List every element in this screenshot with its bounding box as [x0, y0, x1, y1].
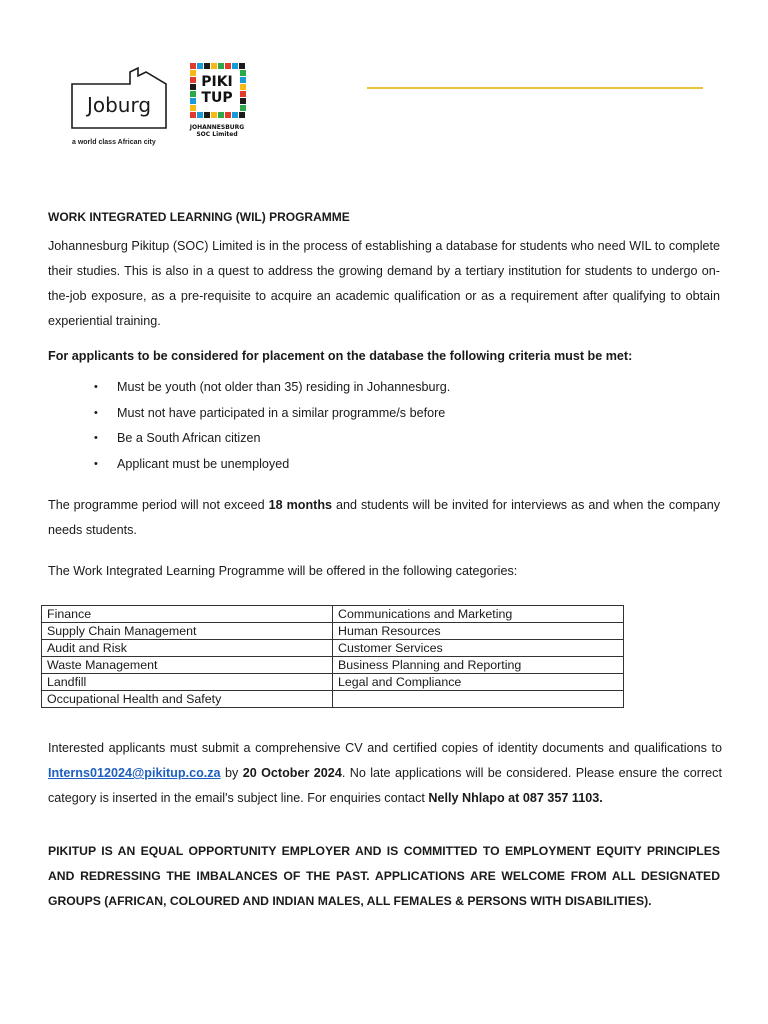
pikitup-tile	[240, 84, 246, 90]
criteria-item: • Must not have participated in a similar programme/s before	[48, 401, 720, 427]
table-cell: Finance	[42, 606, 333, 623]
pikitup-tile	[197, 63, 203, 69]
programme-period	[48, 493, 720, 543]
criteria-heading: For applicants to be considered for placement on the database the following criteria must be met:	[48, 349, 633, 363]
application-instructions	[48, 736, 722, 811]
table-row	[42, 657, 624, 674]
application-part1: Interested applicants must submit a comprehensive CV and certified copies of identity documents and qualifications to	[48, 741, 722, 755]
table-cell: Business Planning and Reporting	[333, 657, 624, 674]
table-cell: Supply Chain Management	[42, 623, 333, 640]
application-deadline: 20 October 2024	[242, 766, 342, 780]
period-prefix: The programme period will not exceed	[48, 498, 269, 512]
criteria-item: • Applicant must be unemployed	[48, 452, 720, 478]
joburg-logo	[62, 56, 174, 152]
pikitup-logo	[186, 62, 250, 140]
table-cell: Communications and Marketing	[333, 606, 624, 623]
pikitup-tile	[240, 91, 246, 97]
table-cell: Audit and Risk	[42, 640, 333, 657]
pikitup-tile	[240, 70, 246, 76]
pikitup-tile	[240, 105, 246, 111]
categories-intro: The Work Integrated Learning Programme will be offered in the following categories:	[48, 564, 518, 578]
pikitup-tile	[204, 63, 210, 69]
body-content	[48, 205, 720, 584]
table-row	[42, 640, 624, 657]
pikitup-tile	[190, 63, 196, 69]
intro-paragraph: Johannesburg Pikitup (SOC) Limited is in the process of establishing a database for students who need WIL to complete their studies. This is also in a quest to address the growing demand by a tertiary institution for students to undergo on-the-job exposure, as a pre-requisite to acquire an academic qualification or as a requirement after qualifying to obtain experiential training.	[48, 239, 720, 328]
equal-opportunity-statement: PIKITUP IS AN EQUAL OPPORTUNITY EMPLOYER AND IS COMMITTED TO EMPLOYMENT EQUITY PRINCIPLES AND REDRESSING THE IMBALANCES OF THE PAST. APPLICATIONS ARE WELCOME FROM ALL DESIGNATED GROUPS (AFRICAN, COLOURED AND INDIAN MALES, ALL FEMALES & PERSONS WITH DISABILITIES).	[48, 844, 720, 908]
pikitup-tile	[239, 112, 245, 118]
header-accent-rule	[367, 87, 703, 89]
pikitup-tile	[197, 112, 203, 118]
joburg-logo-text: Joburg	[86, 93, 152, 117]
pikitup-tile	[225, 112, 231, 118]
application-part3: . No late applications will be considered. Please ensure the correct category is inserted in the email's subject line. For enquiries contact	[48, 766, 722, 805]
pikitup-tile	[190, 112, 196, 118]
pikitup-tile	[211, 112, 217, 118]
table-cell: Human Resources	[333, 623, 624, 640]
period-middle: and students will be invited for interviews as and when the company needs	[48, 498, 721, 537]
pikitup-tile	[190, 84, 196, 90]
pikitup-logo-line4: SOC Limited	[196, 131, 238, 138]
email-link[interactable]: Interns012024@pikitup.co.za	[48, 766, 221, 780]
period-duration: 18 months	[268, 498, 333, 512]
period-end: students.	[85, 523, 137, 537]
pikitup-logo-line1: PIKI	[201, 74, 233, 90]
pikitup-tile	[232, 63, 238, 69]
letterhead	[0, 0, 768, 160]
pikitup-tile	[211, 63, 217, 69]
pikitup-tile	[190, 105, 196, 111]
pikitup-tile	[190, 77, 196, 83]
pikitup-tile	[190, 70, 196, 76]
pikitup-tile	[239, 63, 245, 69]
pikitup-tile	[240, 77, 246, 83]
application-part2: by	[220, 766, 243, 780]
joburg-tagline: a world class African city	[72, 139, 156, 146]
table-row	[42, 623, 624, 640]
criteria-item: • Must be youth (not older than 35) residing in Johannesburg.	[48, 375, 720, 401]
pikitup-tile	[190, 91, 196, 97]
criteria-list	[48, 375, 720, 477]
pikitup-tile	[225, 63, 231, 69]
enquiries-contact: Nelly Nhlapo at 087 357 1103.	[428, 791, 603, 805]
table-cell: Landfill	[42, 674, 333, 691]
table-row	[42, 606, 624, 623]
pikitup-tile	[232, 112, 238, 118]
table-cell: Occupational Health and Safety	[42, 691, 333, 708]
table-row	[42, 691, 624, 708]
table-cell	[333, 691, 624, 708]
categories-table	[41, 605, 624, 708]
pikitup-tile	[218, 112, 224, 118]
pikitup-logo-line3: JOHANNESBURG	[189, 124, 245, 131]
page-title: WORK INTEGRATED LEARNING (WIL) PROGRAMME	[48, 210, 350, 224]
table-cell: Customer Services	[333, 640, 624, 657]
pikitup-tile	[204, 112, 210, 118]
criteria-item: • Be a South African citizen	[48, 426, 720, 452]
pikitup-logo-line2: TUP	[201, 90, 233, 106]
table-cell: Waste Management	[42, 657, 333, 674]
pikitup-tile	[240, 98, 246, 104]
table-row	[42, 674, 624, 691]
pikitup-tile	[190, 98, 196, 104]
pikitup-tile	[218, 63, 224, 69]
table-cell: Legal and Compliance	[333, 674, 624, 691]
